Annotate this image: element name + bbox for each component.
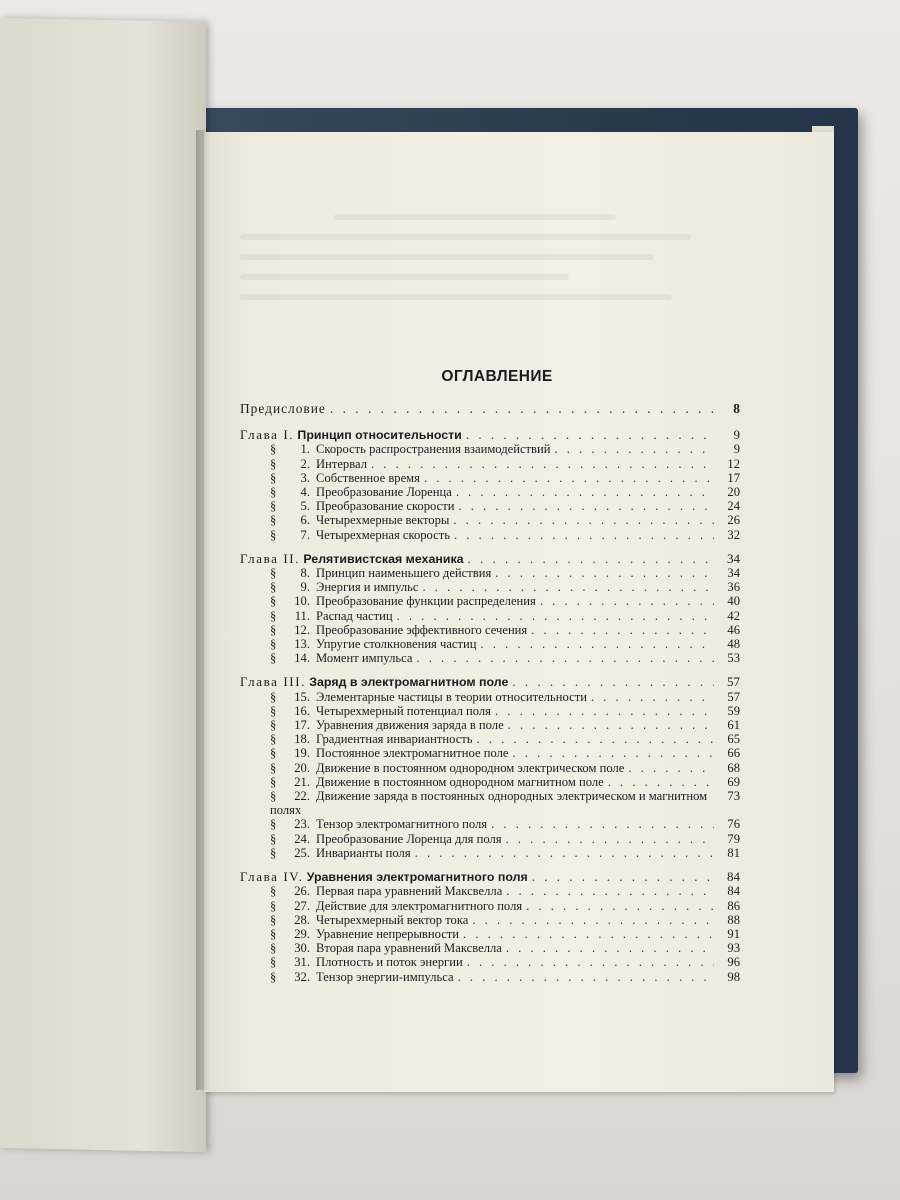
section-label xyxy=(270,927,459,941)
toc-section-row xyxy=(240,732,740,746)
section-number: 2. xyxy=(300,456,310,471)
section-page: 84 xyxy=(727,884,740,899)
toc-section-row xyxy=(240,690,740,704)
section-label xyxy=(270,817,487,831)
section-title: Уравнение непрерывности xyxy=(316,926,460,941)
section-symbol: § xyxy=(270,580,277,595)
section-page: 73 xyxy=(727,789,740,804)
section-label xyxy=(270,970,454,984)
section-page: 57 xyxy=(727,689,740,704)
section-number: 3. xyxy=(300,470,310,485)
section-number: 7. xyxy=(300,527,310,542)
leader-dots xyxy=(463,927,714,941)
toc-section-row xyxy=(240,471,740,485)
section-page: 9 xyxy=(733,442,740,457)
toc-section-row xyxy=(240,913,740,927)
section-symbol: § xyxy=(270,774,277,789)
chapter-heading xyxy=(240,675,740,689)
table-of-contents xyxy=(240,368,740,994)
section-number: 24. xyxy=(294,831,310,846)
toc-section-row xyxy=(240,485,740,499)
toc-section-row xyxy=(240,609,740,623)
section-label xyxy=(270,457,367,471)
section-number: 15. xyxy=(294,689,310,704)
chapter-block xyxy=(240,870,740,984)
section-page: 48 xyxy=(727,637,740,652)
section-title: Преобразование эффективного сечения xyxy=(316,622,528,637)
leader-dots xyxy=(422,580,714,594)
chapter-page: 57 xyxy=(727,674,740,690)
section-title: Преобразование Лоренца для поля xyxy=(316,831,502,846)
section-number: 31. xyxy=(294,955,310,970)
section-title: Постоянное электромагнитное поле xyxy=(316,746,509,761)
section-symbol: § xyxy=(270,912,277,927)
section-page: 98 xyxy=(727,969,740,984)
chapter-label xyxy=(240,675,508,689)
section-page: 96 xyxy=(727,955,740,970)
leader-dots xyxy=(591,690,714,704)
chapter-label xyxy=(240,870,528,884)
section-title: Четырехмерные векторы xyxy=(316,513,450,528)
section-page: 76 xyxy=(727,817,740,832)
chapter-label xyxy=(240,552,464,566)
section-number: 8. xyxy=(300,566,310,581)
leader-dots xyxy=(456,485,714,499)
section-number: 26. xyxy=(294,884,310,899)
chapter-heading xyxy=(240,870,740,884)
section-symbol: § xyxy=(270,566,277,581)
chapter-block xyxy=(240,675,740,860)
section-symbol: § xyxy=(270,594,277,609)
chapter-number: Глава II. xyxy=(240,550,301,566)
section-label xyxy=(270,499,454,513)
toc-section-row xyxy=(240,528,740,542)
chapter-label xyxy=(240,428,462,442)
section-symbol: § xyxy=(270,746,277,761)
leader-dots xyxy=(472,913,714,927)
toc-title: ОГЛАВЛЕНИЕ xyxy=(441,368,553,385)
leader-dots xyxy=(467,955,714,969)
section-page: 59 xyxy=(727,703,740,718)
leader-dots xyxy=(330,402,714,416)
leader-dots xyxy=(512,675,714,689)
section-number: 11. xyxy=(294,608,310,623)
left-page xyxy=(0,18,206,1152)
section-symbol: § xyxy=(270,845,277,860)
section-symbol: § xyxy=(270,884,277,899)
section-title: Принцип наименьшего действия xyxy=(316,566,492,581)
leader-dots xyxy=(466,428,714,442)
toc-section-row xyxy=(240,746,740,760)
section-symbol: § xyxy=(270,499,277,514)
section-label xyxy=(270,775,604,789)
section-page: 81 xyxy=(727,845,740,860)
leader-dots xyxy=(458,499,714,513)
section-page: 68 xyxy=(727,760,740,775)
section-page: 91 xyxy=(727,926,740,941)
section-title: Тензор электромагнитного поля xyxy=(316,817,488,832)
toc-section-row xyxy=(240,499,740,513)
section-symbol: § xyxy=(270,732,277,747)
section-symbol: § xyxy=(270,789,277,804)
leader-dots xyxy=(491,817,714,831)
section-page: 69 xyxy=(727,774,740,789)
chapter-title: Уравнения электромагнитного поля xyxy=(306,870,528,885)
leader-dots xyxy=(424,471,714,485)
section-symbol: § xyxy=(270,969,277,984)
section-page: 20 xyxy=(727,485,740,500)
section-label xyxy=(270,566,491,580)
section-number: 13. xyxy=(294,637,310,652)
section-symbol: § xyxy=(270,456,277,471)
chapter-number: Глава III. xyxy=(240,674,307,690)
leader-dots xyxy=(477,732,714,746)
section-symbol: § xyxy=(270,817,277,832)
section-label xyxy=(270,884,502,898)
section-label xyxy=(270,955,463,969)
toc-section-row xyxy=(240,718,740,732)
section-number: 25. xyxy=(294,845,310,860)
leader-dots xyxy=(495,704,714,718)
section-number: 18. xyxy=(294,732,310,747)
toc-section-row xyxy=(240,775,740,789)
toc-section-row xyxy=(240,846,740,860)
section-symbol: § xyxy=(270,442,277,457)
chapter-page: 9 xyxy=(733,427,740,443)
leader-dots xyxy=(481,637,715,651)
section-page: 88 xyxy=(727,912,740,927)
section-number: 4. xyxy=(300,485,310,500)
leader-dots xyxy=(526,899,714,913)
section-title: Преобразование функции распределения xyxy=(316,594,536,609)
section-page: 42 xyxy=(727,608,740,623)
toc-section-row xyxy=(240,580,740,594)
section-label xyxy=(270,651,412,665)
section-title: Движение в постоянном однородном магнитном поле xyxy=(316,774,604,789)
leader-dots xyxy=(454,528,714,542)
section-label xyxy=(270,471,420,485)
toc-section-row xyxy=(240,761,740,775)
section-label xyxy=(270,594,536,608)
section-title: Распад частиц xyxy=(316,608,393,623)
section-page: 17 xyxy=(727,470,740,485)
section-title: Вторая пара уравнений Максвелла xyxy=(316,941,502,956)
section-number: 20. xyxy=(294,760,310,775)
section-page: 61 xyxy=(727,718,740,733)
show-through-text xyxy=(240,200,710,340)
leader-dots xyxy=(506,832,714,846)
toc-section-row xyxy=(240,623,740,637)
section-page: 65 xyxy=(727,732,740,747)
section-page: 53 xyxy=(727,651,740,666)
section-title: Градиентная инвариантность xyxy=(316,732,473,747)
leader-dots xyxy=(416,651,714,665)
toc-section-row xyxy=(240,513,740,527)
toc-section-row xyxy=(240,566,740,580)
section-number: 12. xyxy=(294,622,310,637)
toc-section-row xyxy=(240,970,740,984)
section-number: 16. xyxy=(294,703,310,718)
chapter-number: Глава I. xyxy=(240,427,295,443)
toc-section-row xyxy=(240,899,740,913)
toc-section-row xyxy=(240,637,740,651)
section-symbol: § xyxy=(270,622,277,637)
section-page: 34 xyxy=(727,566,740,581)
section-number: 28. xyxy=(294,912,310,927)
leader-dots xyxy=(415,846,714,860)
section-symbol: § xyxy=(270,718,277,733)
section-page: 36 xyxy=(727,580,740,595)
section-symbol: § xyxy=(270,760,277,775)
leader-dots xyxy=(628,761,714,775)
section-symbol: § xyxy=(270,689,277,704)
section-page: 24 xyxy=(727,499,740,514)
section-title: Четырехмерная скорость xyxy=(316,527,450,542)
section-title: Тензор энергии-импульса xyxy=(316,969,454,984)
section-page: 46 xyxy=(727,622,740,637)
section-label xyxy=(270,442,551,456)
section-label xyxy=(270,690,587,704)
section-label xyxy=(270,846,411,860)
section-symbol: § xyxy=(270,513,277,528)
chapter-title: Принцип относительности xyxy=(297,428,462,443)
book-gutter xyxy=(196,130,210,1090)
toc-section-row xyxy=(240,941,740,955)
section-page: 66 xyxy=(727,746,740,761)
leader-dots xyxy=(458,970,714,984)
section-title: Собственное время xyxy=(316,470,420,485)
section-label xyxy=(270,899,522,913)
chapter-page: 84 xyxy=(727,869,740,885)
section-number: 10. xyxy=(294,594,310,609)
toc-section-row xyxy=(240,704,740,718)
section-label xyxy=(270,528,450,542)
toc-preface xyxy=(240,402,740,416)
section-label xyxy=(270,637,477,651)
leader-dots xyxy=(531,623,714,637)
section-label xyxy=(270,732,473,746)
section-label xyxy=(270,913,468,927)
section-symbol: § xyxy=(270,898,277,913)
toc-section-row xyxy=(240,442,740,456)
leader-dots xyxy=(371,457,714,471)
section-number: 9. xyxy=(300,580,310,595)
preface-page: 8 xyxy=(733,401,740,416)
section-title: Инварианты поля xyxy=(316,845,411,860)
leader-dots xyxy=(495,566,714,580)
section-number: 5. xyxy=(300,499,310,514)
section-number: 30. xyxy=(294,941,310,956)
section-title: Упругие столкновения частиц xyxy=(316,637,477,652)
section-title: Энергия и импульс xyxy=(316,580,419,595)
section-title: Четырехмерный потенциал поля xyxy=(316,703,491,718)
section-page: 12 xyxy=(727,456,740,471)
toc-chapters xyxy=(240,428,740,984)
section-page: 86 xyxy=(727,898,740,913)
section-title: Элементарные частицы в теории относительности xyxy=(316,689,587,704)
toc-section-row xyxy=(240,594,740,608)
section-number: 29. xyxy=(294,926,310,941)
section-label xyxy=(270,513,449,527)
section-page: 93 xyxy=(727,941,740,956)
leader-dots xyxy=(506,884,714,898)
section-number: 23. xyxy=(294,817,310,832)
section-number: 27. xyxy=(294,898,310,913)
leader-dots xyxy=(512,746,714,760)
section-title: Четырехмерный вектор тока xyxy=(316,912,469,927)
section-title: Уравнения движения заряда в поле xyxy=(316,718,504,733)
leader-dots xyxy=(532,870,714,884)
toc-section-row xyxy=(240,884,740,898)
section-symbol: § xyxy=(270,485,277,500)
chapter-page: 34 xyxy=(727,550,740,566)
section-page: 79 xyxy=(727,831,740,846)
section-number: 32. xyxy=(294,969,310,984)
section-label xyxy=(270,718,504,732)
section-title: Скорость распространения взаимодействий xyxy=(316,442,551,457)
section-number: 17. xyxy=(294,718,310,733)
chapter-heading xyxy=(240,428,740,442)
section-title: Интервал xyxy=(316,456,367,471)
section-number: 22. xyxy=(294,789,310,804)
section-symbol: § xyxy=(270,637,277,652)
leader-dots xyxy=(468,552,714,566)
section-page: 40 xyxy=(727,594,740,609)
toc-section-row xyxy=(240,789,740,817)
section-number: 6. xyxy=(300,513,310,528)
section-title: Движение в постоянном однородном электрическом поле xyxy=(316,760,625,775)
section-label xyxy=(270,832,502,846)
leader-dots xyxy=(506,941,714,955)
leader-dots xyxy=(397,609,714,623)
section-symbol: § xyxy=(270,608,277,623)
toc-section-row xyxy=(240,651,740,665)
section-label xyxy=(270,580,418,594)
toc-section-row xyxy=(240,927,740,941)
section-symbol: § xyxy=(270,527,277,542)
section-title: Первая пара уравнений Максвелла xyxy=(316,884,503,899)
section-title: Плотность и поток энергии xyxy=(316,955,463,970)
chapter-number: Глава IV. xyxy=(240,869,304,885)
section-title: Движение заряда в постоянных однородных электрическом и магнитном полях xyxy=(270,789,708,818)
section-symbol: § xyxy=(270,926,277,941)
section-number: 21. xyxy=(294,774,310,789)
section-symbol: § xyxy=(270,955,277,970)
toc-section-row xyxy=(240,955,740,969)
preface-label: Предисловие xyxy=(240,401,326,416)
section-title: Действие для электромагнитного поля xyxy=(316,898,523,913)
section-page: 26 xyxy=(727,513,740,528)
section-label xyxy=(270,746,508,760)
section-number: 19. xyxy=(294,746,310,761)
section-number: 14. xyxy=(294,651,310,666)
section-symbol: § xyxy=(270,941,277,956)
toc-section-row xyxy=(240,817,740,831)
section-title: Преобразование Лоренца xyxy=(316,485,452,500)
section-symbol: § xyxy=(270,703,277,718)
leader-dots xyxy=(555,442,715,456)
section-symbol: § xyxy=(270,831,277,846)
section-title: Момент импульса xyxy=(316,651,413,666)
chapter-block xyxy=(240,428,740,542)
leader-dots xyxy=(540,594,714,608)
section-label xyxy=(270,485,452,499)
section-label xyxy=(270,609,393,623)
section-label xyxy=(270,761,624,775)
chapter-title: Заряд в электромагнитном поле xyxy=(309,675,509,690)
section-page: 32 xyxy=(727,527,740,542)
leader-dots xyxy=(453,513,714,527)
section-label xyxy=(270,941,502,955)
section-label xyxy=(270,789,718,817)
leader-dots xyxy=(608,775,714,789)
section-symbol: § xyxy=(270,470,277,485)
chapter-block xyxy=(240,552,740,666)
section-number: 1. xyxy=(300,442,310,457)
toc-section-row xyxy=(240,832,740,846)
chapter-title: Релятивистская механика xyxy=(303,551,464,566)
section-symbol: § xyxy=(270,651,277,666)
leader-dots xyxy=(508,718,714,732)
toc-section-row xyxy=(240,457,740,471)
section-label xyxy=(270,623,527,637)
section-label xyxy=(270,704,491,718)
section-title: Преобразование скорости xyxy=(316,499,455,514)
chapter-heading xyxy=(240,552,740,566)
